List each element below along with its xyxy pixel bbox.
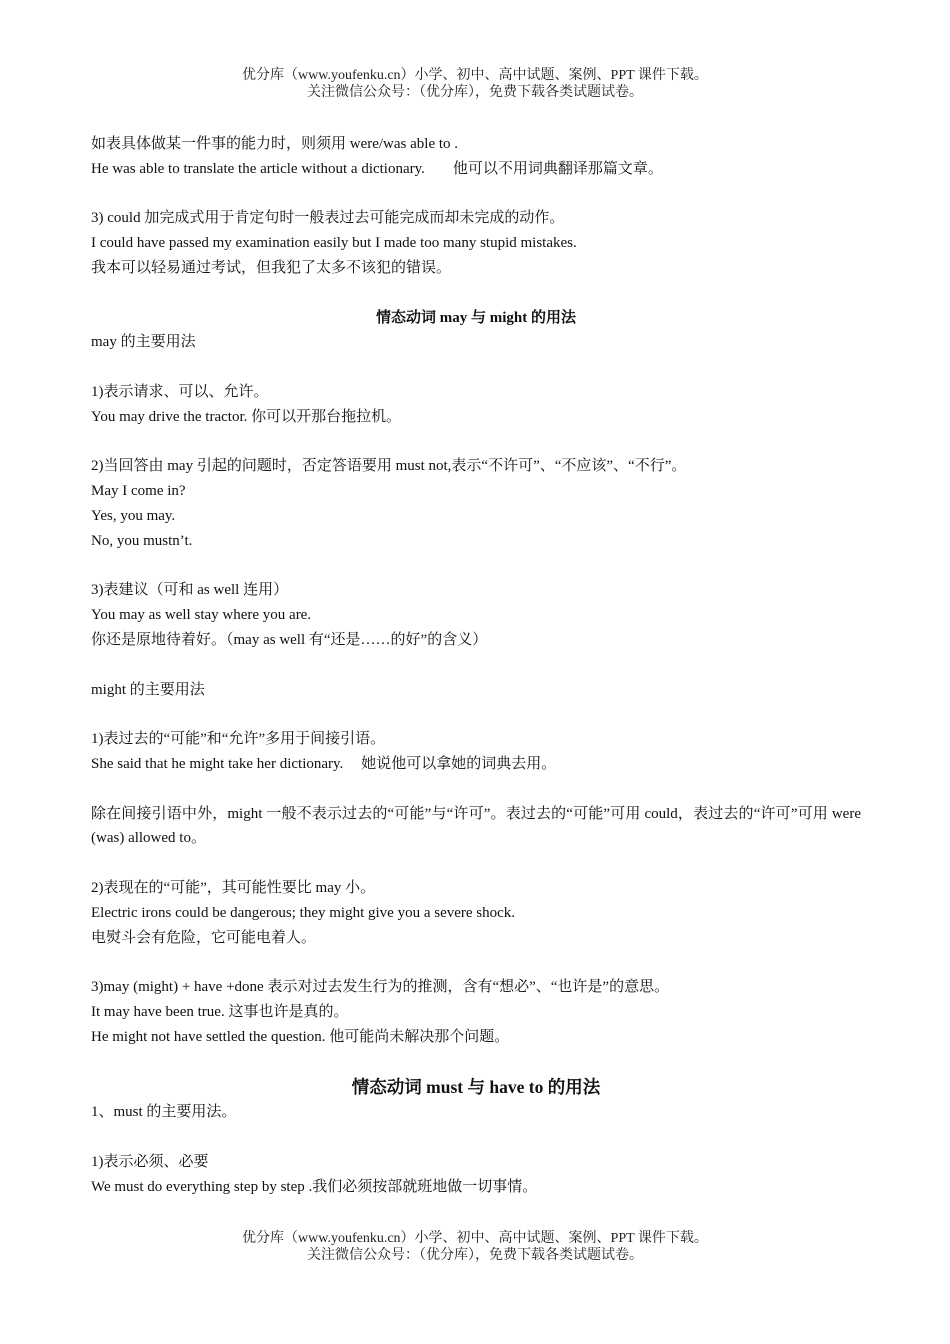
page-footer: [0, 1230, 950, 1264]
footer-line-1: 优分库（www.youfenku.cn）小学、初中、高中试题、案例、PPT 课件下载。: [242, 1231, 708, 1246]
header-line-2: 关注微信公众号：（优分库），免费下载各类试题试卷。: [307, 85, 643, 100]
text-line: 如表具体做某一件事的能力时，则须用 were/was able to .: [91, 136, 459, 152]
text-line: Electric irons could be dangerous; they might give you a severe shock.: [91, 904, 516, 921]
text-line: 1)表示请求、可以、允许。: [91, 383, 269, 400]
text-line: 电熨斗会有危险，它可能电着人。: [91, 929, 317, 946]
example-en: She said that he might take her dictionary.: [91, 755, 344, 772]
text-line: May I come in?: [91, 483, 186, 500]
text-line: No, you mustn’t.: [91, 532, 193, 549]
paragraph-note: 除在间接引语中外，might 一般不表示过去的“可能”与“许可”。表过去的“可能”可用 could，表过去的“许可”可用 were (was) allowed to。: [91, 805, 861, 847]
text-line: 你还是原地待着好。（may as well 有“还是……的好”的含义）: [91, 631, 488, 648]
text-line: I could have passed my examination easily but I made too many stupid mistakes.: [91, 235, 577, 252]
text-line: 3) could 加完成式用于肯定句时一般表过去可能完成而却未完成的动作。: [91, 210, 565, 227]
document-body: [91, 132, 861, 1199]
example-zh: 他可以不用词典翻译那篇文章。: [452, 160, 663, 177]
example-zh: 她说他可以拿她的词典去用。: [361, 755, 557, 772]
section-title-may-might: 情态动词 may 与 might 的用法: [376, 309, 576, 326]
text-line: 2)表现在的“可能”，其可能性要比 may 小。: [91, 879, 376, 896]
page-header: [0, 67, 950, 101]
text-line: Yes, you may.: [91, 507, 176, 524]
subheading-must: 1、must 的主要用法。: [91, 1104, 237, 1121]
text-line: It may have been true. 这事也许是真的。: [91, 1003, 349, 1020]
example-line: [91, 752, 861, 777]
text-line: You may as well stay where you are.: [91, 607, 312, 624]
example-en: He was able to translate the article without a dictionary.: [91, 160, 425, 177]
text-line: 1)表过去的“可能”和“允许”多用于间接引语。: [91, 731, 386, 748]
section-title-must-have-to: 情态动词 must 与 have to 的用法: [351, 1077, 601, 1098]
text-line: 我本可以轻易通过考试，但我犯了太多不该犯的错误。: [91, 259, 452, 276]
text-line: 3)may (might) + have +done 表示对过去发生行为的推测，含有“想必”、“也许是”的意思。: [91, 979, 670, 996]
subheading-might: might 的主要用法: [91, 681, 205, 698]
subheading-may: may 的主要用法: [91, 334, 196, 351]
text-line: You may drive the tractor. 你可以开那台拖拉机。: [91, 408, 402, 425]
text-line: He might not have settled the question. 他可能尚未解决那个问题。: [91, 1028, 510, 1045]
header-line-1: 优分库（www.youfenku.cn）小学、初中、高中试题、案例、PPT 课件下载。: [242, 68, 708, 83]
example-line: [91, 157, 861, 182]
text-line: We must do everything step by step .我们必须按部就班地做一切事情。: [91, 1178, 538, 1195]
text-line: 2)当回答由 may 引起的问题时，否定答语要用 must not,表示“不许可”、“不应该”、“不行”。: [91, 458, 687, 475]
text-line: 3)表建议（可和 as well 连用）: [91, 582, 289, 599]
footer-line-2: 关注微信公众号：（优分库），免费下载各类试题试卷。: [307, 1248, 643, 1263]
text-line: 1)表示必须、必要: [91, 1153, 209, 1170]
